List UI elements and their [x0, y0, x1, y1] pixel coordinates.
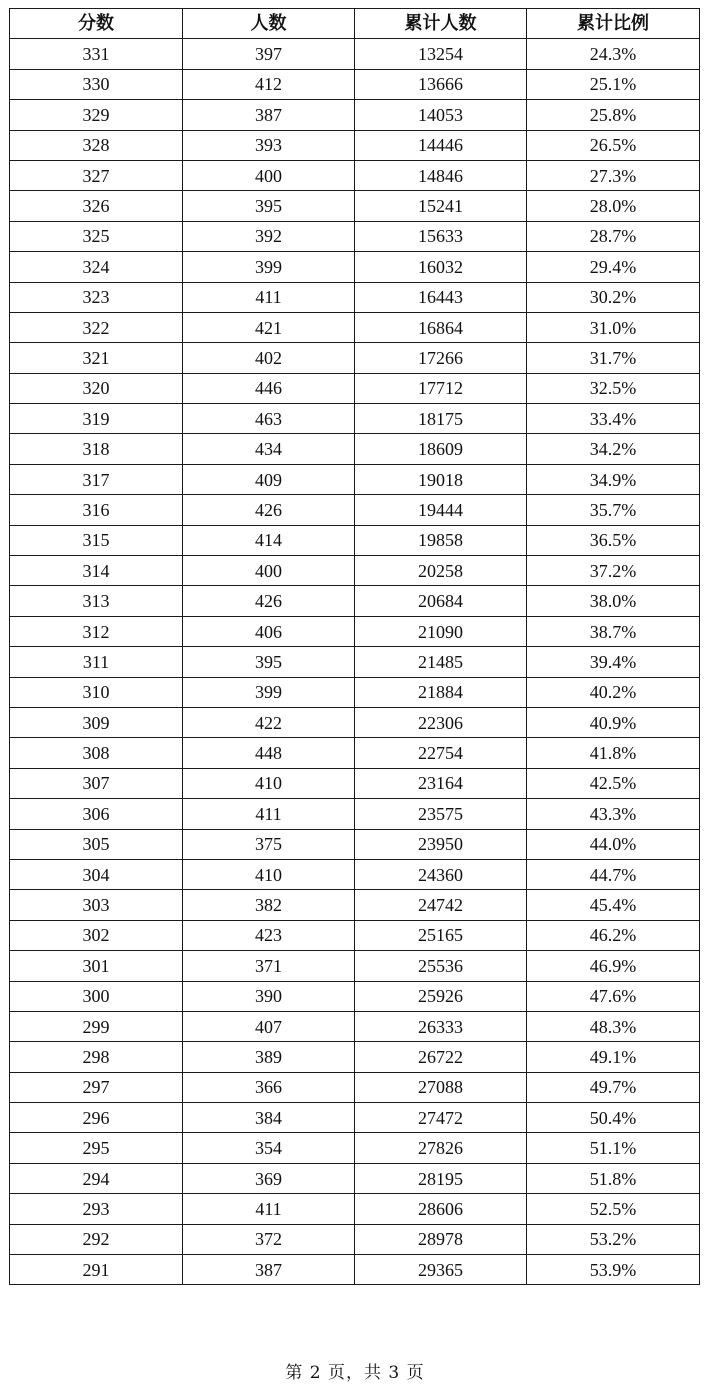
- cell-count: 411: [183, 799, 355, 829]
- cell-score: 311: [10, 647, 183, 677]
- table-row: [10, 1133, 700, 1163]
- cell-cumulative-ratio: 44.7%: [527, 859, 700, 889]
- cell-score: 297: [10, 1072, 183, 1102]
- cell-score: 327: [10, 160, 183, 190]
- cell-cumulative-count: 16443: [355, 282, 527, 312]
- cell-score: 318: [10, 434, 183, 464]
- table-row: [10, 434, 700, 464]
- cell-cumulative-ratio: 25.8%: [527, 100, 700, 130]
- cell-count: 448: [183, 738, 355, 768]
- table-row: [10, 556, 700, 586]
- cell-score: 306: [10, 799, 183, 829]
- cell-count: 411: [183, 282, 355, 312]
- cell-count: 426: [183, 586, 355, 616]
- cell-cumulative-ratio: 52.5%: [527, 1194, 700, 1224]
- cell-score: 293: [10, 1194, 183, 1224]
- header-row: [10, 9, 700, 39]
- header-cumulative-ratio: 累计比例: [527, 9, 700, 39]
- cell-cumulative-count: 25536: [355, 951, 527, 981]
- cell-cumulative-count: 22754: [355, 738, 527, 768]
- cell-count: 395: [183, 191, 355, 221]
- table-row: [10, 1042, 700, 1072]
- table-row: [10, 69, 700, 99]
- cell-cumulative-count: 27088: [355, 1072, 527, 1102]
- cell-cumulative-count: 25165: [355, 920, 527, 950]
- cell-count: 387: [183, 100, 355, 130]
- cell-cumulative-count: 23164: [355, 768, 527, 798]
- cell-cumulative-ratio: 46.2%: [527, 920, 700, 950]
- table-row: [10, 738, 700, 768]
- cell-cumulative-count: 25926: [355, 981, 527, 1011]
- cell-score: 317: [10, 464, 183, 494]
- cell-score: 296: [10, 1103, 183, 1133]
- cell-cumulative-ratio: 51.8%: [527, 1163, 700, 1193]
- cell-score: 321: [10, 343, 183, 373]
- cell-count: 390: [183, 981, 355, 1011]
- cell-cumulative-count: 28978: [355, 1224, 527, 1254]
- table-row: [10, 160, 700, 190]
- cell-cumulative-count: 16032: [355, 252, 527, 282]
- cell-count: 411: [183, 1194, 355, 1224]
- cell-count: 410: [183, 768, 355, 798]
- cell-count: 407: [183, 1011, 355, 1041]
- cell-count: 393: [183, 130, 355, 160]
- table-row: [10, 130, 700, 160]
- cell-count: 366: [183, 1072, 355, 1102]
- cell-score: 329: [10, 100, 183, 130]
- cell-cumulative-ratio: 30.2%: [527, 282, 700, 312]
- cell-cumulative-count: 19858: [355, 525, 527, 555]
- table-row: [10, 707, 700, 737]
- cell-score: 304: [10, 859, 183, 889]
- cell-count: 422: [183, 707, 355, 737]
- table-row: [10, 39, 700, 69]
- cell-cumulative-ratio: 41.8%: [527, 738, 700, 768]
- cell-score: 300: [10, 981, 183, 1011]
- cell-cumulative-ratio: 35.7%: [527, 495, 700, 525]
- cell-cumulative-count: 20684: [355, 586, 527, 616]
- header-score: 分数: [10, 9, 183, 39]
- cell-count: 397: [183, 39, 355, 69]
- cell-cumulative-ratio: 24.3%: [527, 39, 700, 69]
- cell-cumulative-count: 23950: [355, 829, 527, 859]
- cell-score: 295: [10, 1133, 183, 1163]
- cell-cumulative-count: 29365: [355, 1255, 527, 1285]
- cell-cumulative-count: 14053: [355, 100, 527, 130]
- cell-count: 354: [183, 1133, 355, 1163]
- cell-cumulative-ratio: 48.3%: [527, 1011, 700, 1041]
- cell-cumulative-count: 17712: [355, 373, 527, 403]
- cell-score: 312: [10, 616, 183, 646]
- cell-cumulative-count: 24742: [355, 890, 527, 920]
- cell-score: 319: [10, 404, 183, 434]
- cell-count: 426: [183, 495, 355, 525]
- table-row: [10, 464, 700, 494]
- cell-score: 310: [10, 677, 183, 707]
- cell-cumulative-count: 21884: [355, 677, 527, 707]
- cell-cumulative-ratio: 34.2%: [527, 434, 700, 464]
- cell-cumulative-count: 23575: [355, 799, 527, 829]
- cell-cumulative-count: 17266: [355, 343, 527, 373]
- cell-score: 309: [10, 707, 183, 737]
- table-row: [10, 312, 700, 342]
- cell-score: 305: [10, 829, 183, 859]
- table-row: [10, 404, 700, 434]
- cell-cumulative-count: 28606: [355, 1194, 527, 1224]
- cell-score: 307: [10, 768, 183, 798]
- cell-cumulative-ratio: 43.3%: [527, 799, 700, 829]
- cell-cumulative-ratio: 34.9%: [527, 464, 700, 494]
- cell-count: 371: [183, 951, 355, 981]
- cell-count: 406: [183, 616, 355, 646]
- cell-count: 382: [183, 890, 355, 920]
- cell-cumulative-ratio: 44.0%: [527, 829, 700, 859]
- cell-score: 330: [10, 69, 183, 99]
- cell-count: 395: [183, 647, 355, 677]
- cell-cumulative-count: 16864: [355, 312, 527, 342]
- cell-count: 421: [183, 312, 355, 342]
- table-row: [10, 951, 700, 981]
- cell-cumulative-ratio: 36.5%: [527, 525, 700, 555]
- cell-cumulative-count: 28195: [355, 1163, 527, 1193]
- score-distribution-table: [9, 8, 700, 1285]
- cell-cumulative-ratio: 47.6%: [527, 981, 700, 1011]
- table-row: [10, 799, 700, 829]
- cell-score: 294: [10, 1163, 183, 1193]
- cell-count: 423: [183, 920, 355, 950]
- cell-score: 313: [10, 586, 183, 616]
- cell-cumulative-ratio: 25.1%: [527, 69, 700, 99]
- cell-count: 434: [183, 434, 355, 464]
- table-row: [10, 1163, 700, 1193]
- cell-count: 392: [183, 221, 355, 251]
- table-row: [10, 1255, 700, 1285]
- table-row: [10, 677, 700, 707]
- table-row: [10, 586, 700, 616]
- cell-count: 400: [183, 556, 355, 586]
- table-row: [10, 495, 700, 525]
- cell-cumulative-ratio: 42.5%: [527, 768, 700, 798]
- cell-count: 389: [183, 1042, 355, 1072]
- header-count: 人数: [183, 9, 355, 39]
- cell-cumulative-count: 21485: [355, 647, 527, 677]
- cell-count: 410: [183, 859, 355, 889]
- cell-cumulative-ratio: 49.7%: [527, 1072, 700, 1102]
- cell-cumulative-ratio: 29.4%: [527, 252, 700, 282]
- table-row: [10, 191, 700, 221]
- cell-count: 399: [183, 252, 355, 282]
- cell-cumulative-ratio: 28.7%: [527, 221, 700, 251]
- cell-cumulative-count: 14446: [355, 130, 527, 160]
- cell-cumulative-ratio: 32.5%: [527, 373, 700, 403]
- cell-cumulative-ratio: 31.7%: [527, 343, 700, 373]
- cell-cumulative-count: 15241: [355, 191, 527, 221]
- cell-score: 331: [10, 39, 183, 69]
- cell-cumulative-count: 18175: [355, 404, 527, 434]
- cell-count: 400: [183, 160, 355, 190]
- cell-cumulative-ratio: 37.2%: [527, 556, 700, 586]
- cell-score: 325: [10, 221, 183, 251]
- cell-count: 387: [183, 1255, 355, 1285]
- cell-count: 409: [183, 464, 355, 494]
- table-row: [10, 981, 700, 1011]
- table-row: [10, 647, 700, 677]
- table-row: [10, 282, 700, 312]
- cell-cumulative-count: 20258: [355, 556, 527, 586]
- cell-cumulative-count: 19018: [355, 464, 527, 494]
- cell-cumulative-count: 13254: [355, 39, 527, 69]
- cell-cumulative-ratio: 31.0%: [527, 312, 700, 342]
- cell-cumulative-count: 19444: [355, 495, 527, 525]
- cell-cumulative-count: 21090: [355, 616, 527, 646]
- header-cumulative-count: 累计人数: [355, 9, 527, 39]
- cell-score: 308: [10, 738, 183, 768]
- cell-score: 328: [10, 130, 183, 160]
- cell-cumulative-count: 27472: [355, 1103, 527, 1133]
- cell-cumulative-ratio: 38.7%: [527, 616, 700, 646]
- cell-count: 412: [183, 69, 355, 99]
- table-row: [10, 221, 700, 251]
- cell-cumulative-count: 14846: [355, 160, 527, 190]
- cell-cumulative-ratio: 26.5%: [527, 130, 700, 160]
- cell-score: 324: [10, 252, 183, 282]
- cell-count: 402: [183, 343, 355, 373]
- cell-cumulative-ratio: 28.0%: [527, 191, 700, 221]
- cell-cumulative-ratio: 38.0%: [527, 586, 700, 616]
- table-row: [10, 829, 700, 859]
- cell-cumulative-count: 24360: [355, 859, 527, 889]
- cell-score: 314: [10, 556, 183, 586]
- table-header: [10, 9, 700, 39]
- cell-cumulative-count: 26333: [355, 1011, 527, 1041]
- cell-count: 384: [183, 1103, 355, 1133]
- table-row: [10, 525, 700, 555]
- cell-count: 372: [183, 1224, 355, 1254]
- cell-cumulative-ratio: 39.4%: [527, 647, 700, 677]
- cell-cumulative-count: 22306: [355, 707, 527, 737]
- cell-cumulative-ratio: 49.1%: [527, 1042, 700, 1072]
- cell-cumulative-ratio: 33.4%: [527, 404, 700, 434]
- cell-score: 301: [10, 951, 183, 981]
- table-row: [10, 343, 700, 373]
- cell-count: 414: [183, 525, 355, 555]
- cell-cumulative-count: 13666: [355, 69, 527, 99]
- table-row: [10, 100, 700, 130]
- cell-cumulative-ratio: 51.1%: [527, 1133, 700, 1163]
- cell-cumulative-count: 26722: [355, 1042, 527, 1072]
- cell-count: 369: [183, 1163, 355, 1193]
- table-row: [10, 920, 700, 950]
- cell-cumulative-ratio: 40.2%: [527, 677, 700, 707]
- cell-cumulative-ratio: 53.2%: [527, 1224, 700, 1254]
- cell-score: 299: [10, 1011, 183, 1041]
- table-body: [10, 39, 700, 1285]
- cell-score: 326: [10, 191, 183, 221]
- cell-score: 320: [10, 373, 183, 403]
- cell-cumulative-count: 18609: [355, 434, 527, 464]
- table-row: [10, 1224, 700, 1254]
- cell-score: 302: [10, 920, 183, 950]
- cell-cumulative-ratio: 27.3%: [527, 160, 700, 190]
- table-row: [10, 859, 700, 889]
- cell-score: 315: [10, 525, 183, 555]
- cell-count: 463: [183, 404, 355, 434]
- cell-cumulative-ratio: 40.9%: [527, 707, 700, 737]
- cell-score: 298: [10, 1042, 183, 1072]
- cell-score: 292: [10, 1224, 183, 1254]
- table-row: [10, 890, 700, 920]
- cell-score: 291: [10, 1255, 183, 1285]
- cell-count: 375: [183, 829, 355, 859]
- table-row: [10, 616, 700, 646]
- table-row: [10, 373, 700, 403]
- table-row: [10, 1103, 700, 1133]
- cell-cumulative-ratio: 53.9%: [527, 1255, 700, 1285]
- table-row: [10, 252, 700, 282]
- cell-cumulative-ratio: 45.4%: [527, 890, 700, 920]
- cell-count: 446: [183, 373, 355, 403]
- cell-score: 303: [10, 890, 183, 920]
- table-row: [10, 768, 700, 798]
- cell-cumulative-count: 15633: [355, 221, 527, 251]
- page-number: 第 2 页，共 3 页: [285, 1363, 425, 1383]
- cell-score: 323: [10, 282, 183, 312]
- table-row: [10, 1194, 700, 1224]
- cell-cumulative-ratio: 46.9%: [527, 951, 700, 981]
- table-row: [10, 1011, 700, 1041]
- cell-cumulative-ratio: 50.4%: [527, 1103, 700, 1133]
- table-row: [10, 1072, 700, 1102]
- cell-cumulative-count: 27826: [355, 1133, 527, 1163]
- cell-count: 399: [183, 677, 355, 707]
- cell-score: 322: [10, 312, 183, 342]
- cell-score: 316: [10, 495, 183, 525]
